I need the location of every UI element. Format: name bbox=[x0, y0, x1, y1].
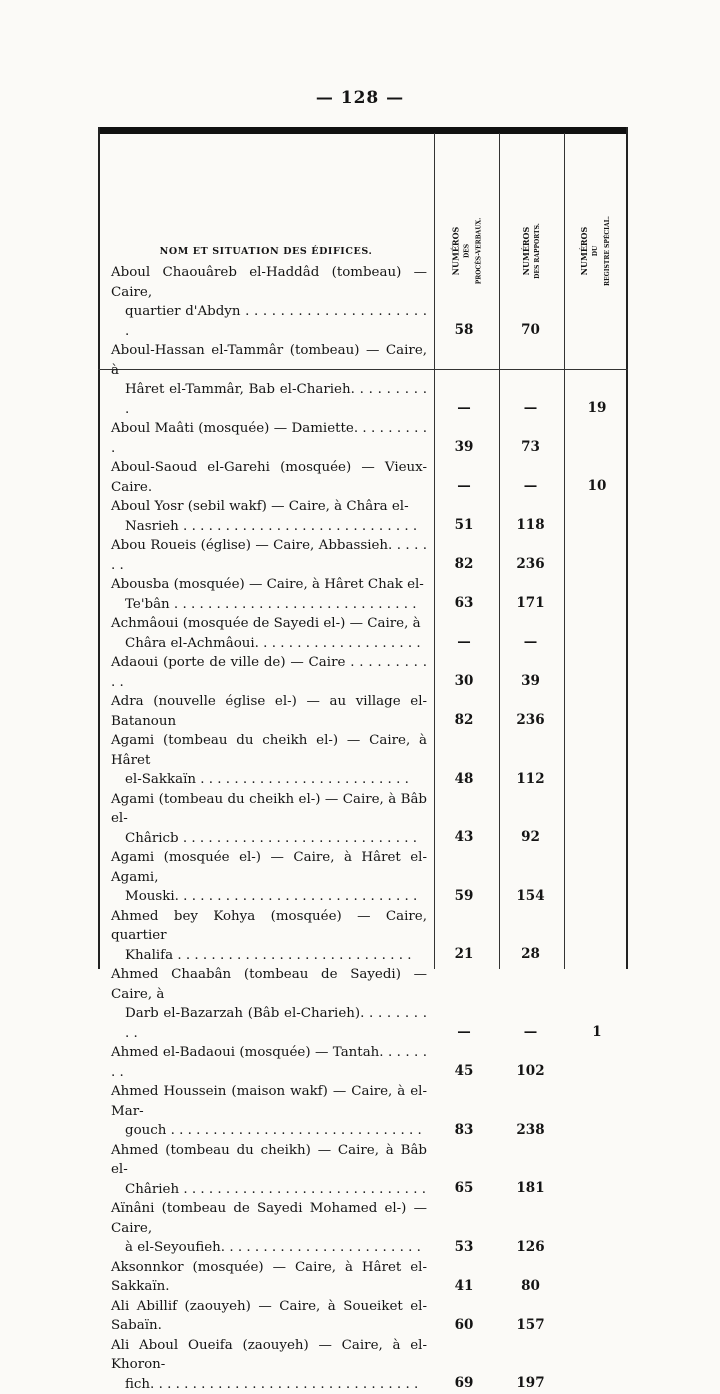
header-col3-line2: DU bbox=[590, 216, 602, 286]
rapport-number: — bbox=[501, 1024, 560, 1041]
page-number: — 128 — bbox=[0, 88, 720, 108]
edifice-name-line1: Agami (mosquée el-) — Caire, à Hâret el-Agami, bbox=[111, 850, 427, 885]
edifice-name bbox=[111, 575, 427, 614]
rapport-number: 157 bbox=[501, 1317, 560, 1334]
edifice-name bbox=[111, 1043, 427, 1082]
proces-verbal-number: 30 bbox=[436, 673, 492, 690]
table-row bbox=[98, 458, 628, 497]
rapport-number: — bbox=[501, 634, 560, 651]
rapport-number: 80 bbox=[501, 1278, 560, 1295]
rapport-number: 102 bbox=[501, 1063, 560, 1080]
edifice-name-line2: Darb el-Bazarzah (Bâb el-Charieh). . . . . . . . . . bbox=[111, 1004, 427, 1043]
rapport-number: 73 bbox=[501, 439, 560, 456]
table-row bbox=[98, 692, 628, 731]
edifice-name bbox=[111, 1082, 427, 1141]
rapport-number: 28 bbox=[501, 946, 560, 963]
edifice-name-line2: Nasrieh . . . . . . . . . . . . . . . . . . . . . . . . . . . . bbox=[111, 517, 427, 537]
edifice-name-line2: Mouski. . . . . . . . . . . . . . . . . . . . . . . . . . . . . bbox=[111, 887, 427, 907]
table-row bbox=[98, 1258, 628, 1297]
rapport-number: 70 bbox=[501, 322, 560, 339]
proces-verbal-number: — bbox=[436, 478, 492, 495]
edifice-name-line2: fich. . . . . . . . . . . . . . . . . . . . . . . . . . . . . . . . bbox=[111, 1375, 427, 1394]
edifice-name-line1: Ahmed (tombeau du cheikh) — Caire, à Bâb el- bbox=[111, 1143, 427, 1178]
edifice-name bbox=[111, 1258, 427, 1297]
proces-verbal-number: 53 bbox=[436, 1239, 492, 1256]
edifice-name-line2: Chârieh . . . . . . . . . . . . . . . . . . . . . . . . . . . . . bbox=[111, 1180, 427, 1200]
rapport-number: 39 bbox=[501, 673, 560, 690]
edifice-name-line1: Agami (tombeau du cheikh el-) — Caire, à Bâb el- bbox=[111, 792, 427, 827]
table-row bbox=[98, 653, 628, 692]
edifice-name-line1: Ahmed bey Kohya (mosquée) — Caire, quartier bbox=[111, 909, 427, 944]
edifice-name-line2: Te'bân . . . . . . . . . . . . . . . . . . . . . . . . . . . . . bbox=[111, 595, 427, 615]
rapport-number: 236 bbox=[501, 712, 560, 729]
edifice-name-line1: Ali Aboul Oueifa (zaouyeh) — Caire, à el-Khoron- bbox=[111, 1338, 427, 1373]
edifice-name bbox=[111, 614, 427, 653]
proces-verbal-number: 41 bbox=[436, 1278, 492, 1295]
edifice-name-line1: Ali Abillif (zaouyeh) — Caire, à Soueiket el-Sabaïn. bbox=[111, 1299, 427, 1334]
table-row bbox=[98, 731, 628, 790]
edifice-name-line1: Aboul-Hassan el-Tammâr (tombeau) — Caire, à bbox=[111, 343, 427, 378]
edifice-name bbox=[111, 1199, 427, 1258]
edifice-name-line1: Aboul-Saoud el-Garehi (mosquée) — Vieux-Caire. bbox=[111, 460, 427, 495]
header-col3-line3: REGISTRE SPÉCIAL. bbox=[602, 216, 614, 286]
rapport-number: 118 bbox=[501, 517, 560, 534]
table-row bbox=[98, 965, 628, 1043]
table-row bbox=[98, 419, 628, 458]
proces-verbal-number: 65 bbox=[436, 1180, 492, 1197]
proces-verbal-number: — bbox=[436, 634, 492, 651]
rapport-number: — bbox=[501, 478, 560, 495]
table-row bbox=[98, 1141, 628, 1200]
edifice-name bbox=[111, 497, 427, 536]
rapport-number: 197 bbox=[501, 1375, 560, 1392]
proces-verbal-number: 51 bbox=[436, 517, 492, 534]
edifice-name-line2: Châra el-Achmâoui. . . . . . . . . . . . . . . . . . . . bbox=[111, 634, 427, 654]
table-row bbox=[98, 1297, 628, 1336]
rapport-number: 112 bbox=[501, 771, 560, 788]
edifice-name bbox=[111, 458, 427, 497]
proces-verbal-number: 45 bbox=[436, 1063, 492, 1080]
proces-verbal-number: 59 bbox=[436, 888, 492, 905]
edifice-name bbox=[111, 1141, 427, 1200]
proces-verbal-number: 39 bbox=[436, 439, 492, 456]
edifice-name-line1: Aboul Yosr (sebil wakf) — Caire, à Châra el- bbox=[111, 499, 409, 514]
table-row bbox=[98, 575, 628, 614]
edifice-name-line1: Aboul Chaouâreb el-Haddâd (tombeau) — Caire, bbox=[111, 265, 427, 300]
table-row bbox=[98, 341, 628, 419]
edifice-name bbox=[111, 1336, 427, 1394]
header-col1-line2: DES bbox=[461, 218, 473, 285]
edifice-name-line1: Abousba (mosquée) — Caire, à Hâret Chak el- bbox=[111, 577, 424, 592]
table-row bbox=[98, 536, 628, 575]
proces-verbal-number: 82 bbox=[436, 712, 492, 729]
rapport-number: 236 bbox=[501, 556, 560, 573]
table-row bbox=[98, 614, 628, 653]
table-row bbox=[98, 848, 628, 907]
rapport-number: 92 bbox=[501, 829, 560, 846]
edifice-name-line1: Adaoui (porte de ville de) — Caire . . . . . . . . . . . bbox=[111, 655, 427, 690]
edifice-name bbox=[111, 419, 427, 458]
header-col1-line1: NUMÉROS bbox=[449, 218, 461, 285]
rapport-number: — bbox=[501, 400, 560, 417]
rapport-number: 171 bbox=[501, 595, 560, 612]
proces-verbal-number: 48 bbox=[436, 771, 492, 788]
edifice-name-line2: gouch . . . . . . . . . . . . . . . . . . . . . . . . . . . . . . bbox=[111, 1121, 427, 1141]
header-col2-line1: NUMÉROS bbox=[520, 223, 532, 279]
edifice-name-line1: Aïnâni (tombeau de Sayedi Mohamed el-) — Caire, bbox=[111, 1201, 427, 1236]
proces-verbal-number: 82 bbox=[436, 556, 492, 573]
rapport-number: 126 bbox=[501, 1239, 560, 1256]
edifice-name bbox=[111, 907, 427, 966]
edifice-name-line2: Khalifa . . . . . . . . . . . . . . . . . . . . . . . . . . . . bbox=[111, 946, 427, 966]
edifice-name-line2: quartier d'Abdyn . . . . . . . . . . . . . . . . . . . . . . bbox=[111, 302, 427, 341]
edifice-name bbox=[111, 965, 427, 1043]
table-row bbox=[98, 907, 628, 966]
table-row bbox=[98, 1336, 628, 1394]
registre-number: 10 bbox=[568, 478, 626, 495]
edifice-name-line1: Aboul Maâti (mosquée) — Damiette. . . . . . . . . . bbox=[111, 421, 427, 456]
edifices-table bbox=[98, 127, 628, 969]
table-row bbox=[98, 790, 628, 849]
edifice-name-line1: Agami (tombeau du cheikh el-) — Caire, à Hâret bbox=[111, 733, 427, 768]
rapport-number: 181 bbox=[501, 1180, 560, 1197]
edifice-name bbox=[111, 848, 427, 907]
header-col2-line2: DES RAPPORTS. bbox=[532, 223, 544, 279]
edifice-name-line1: Ahmed Houssein (maison wakf) — Caire, à el-Mar- bbox=[111, 1084, 427, 1119]
registre-number: 19 bbox=[568, 400, 626, 417]
table-row bbox=[98, 1082, 628, 1141]
edifice-name-line2: Hâret el-Tammâr, Bab el-Charieh. . . . . . . . . . bbox=[111, 380, 427, 419]
edifice-name bbox=[111, 653, 427, 692]
proces-verbal-number: 69 bbox=[436, 1375, 492, 1392]
edifice-name-line2: à el-Seyoufieh. . . . . . . . . . . . . . . . . . . . . . . . bbox=[111, 1238, 427, 1258]
rapport-number: 238 bbox=[501, 1122, 560, 1139]
edifice-name-line1: Abou Roueis (église) — Caire, Abbassieh. . . . . . . bbox=[111, 538, 427, 573]
header-col1-line3: PROCÈS-VERBAUX. bbox=[473, 218, 485, 285]
registre-number: 1 bbox=[568, 1024, 626, 1041]
table-row bbox=[98, 497, 628, 536]
edifice-name-line1: Ahmed Chaabân (tombeau de Sayedi) — Caire, à bbox=[111, 967, 427, 1002]
proces-verbal-number: 43 bbox=[436, 829, 492, 846]
proces-verbal-number: 63 bbox=[436, 595, 492, 612]
table-row bbox=[98, 1199, 628, 1258]
edifice-name-line2: el-Sakkaïn . . . . . . . . . . . . . . . . . . . . . . . . . bbox=[111, 770, 427, 790]
proces-verbal-number: 21 bbox=[436, 946, 492, 963]
proces-verbal-number: 83 bbox=[436, 1122, 492, 1139]
proces-verbal-number: — bbox=[436, 400, 492, 417]
rapport-number: 154 bbox=[501, 888, 560, 905]
header-name-column: NOM ET SITUATION DES ÉDIFICES. bbox=[98, 133, 434, 369]
proces-verbal-number: — bbox=[436, 1024, 492, 1041]
edifice-name bbox=[111, 731, 427, 790]
proces-verbal-number: 60 bbox=[436, 1317, 492, 1334]
edifice-name-line1: Aksonnkor (mosquée) — Caire, à Hâret el-Sakkaïn. bbox=[111, 1260, 427, 1295]
header-col3-line1: NUMÉROS bbox=[578, 216, 590, 286]
edifice-name bbox=[111, 1297, 427, 1336]
edifice-name bbox=[111, 692, 427, 731]
edifice-name bbox=[111, 263, 427, 341]
edifice-name-line1: Achmâoui (mosquée de Sayedi el-) — Caire, à bbox=[111, 616, 421, 631]
edifice-name bbox=[111, 536, 427, 575]
edifice-name bbox=[111, 790, 427, 849]
table-row bbox=[98, 1043, 628, 1082]
edifice-name-line1: Adra (nouvelle église el-) — au village el-Batanoun bbox=[111, 694, 427, 729]
table-row bbox=[98, 263, 628, 341]
proces-verbal-number: 58 bbox=[436, 322, 492, 339]
edifice-name-line1: Ahmed el-Badaoui (mosquée) — Tantah. . . . . . . . bbox=[111, 1045, 427, 1080]
edifice-name-line2: Châricb . . . . . . . . . . . . . . . . . . . . . . . . . . . . bbox=[111, 829, 427, 849]
edifice-name bbox=[111, 341, 427, 419]
table-body bbox=[98, 263, 628, 1394]
